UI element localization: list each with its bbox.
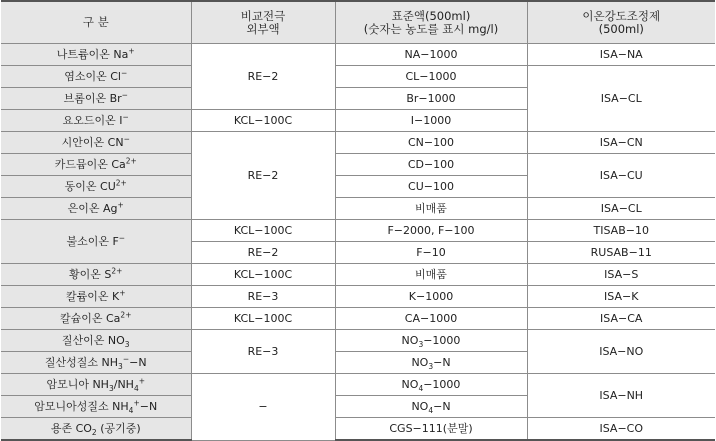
table-row: [1, 154, 715, 176]
table-row: [1, 330, 715, 352]
cell-text: CL−1000: [405, 70, 457, 83]
isa-cell: RUSAB−11: [527, 242, 715, 264]
ion-name-cell: [1, 220, 191, 264]
cell-text: /NH: [113, 378, 134, 391]
ion-name-cell: [1, 330, 191, 352]
standard-cell: [335, 308, 527, 330]
ion-name-cell: [1, 308, 191, 330]
table-row: [1, 264, 715, 286]
cell-text: NO: [411, 356, 429, 369]
ion-electrode-table: [1, 0, 715, 441]
table-row: [1, 198, 715, 220]
subscript: 4: [128, 406, 134, 416]
header-ionic-strength-adjuster: 이온강도조정제 (500ml): [527, 1, 715, 44]
superscript: 2+: [120, 310, 132, 320]
cell-text: 암모니아 NH: [46, 378, 109, 391]
isa-cell: ISA−NH: [527, 374, 715, 418]
header-standard-solution: 표준액(500ml) (숫자는 농도를 표시 mg/l): [335, 1, 527, 44]
isa-cell: ISA−CO: [527, 418, 715, 441]
subscript: 4: [133, 384, 139, 394]
cell-text: −N: [433, 356, 451, 369]
isa-cell: ISA−CL: [527, 198, 715, 220]
header-category: 구 분: [1, 1, 191, 44]
table-row: [1, 308, 715, 330]
ion-name-cell: [1, 176, 191, 198]
cell-text: 암모니아성질소 NH: [34, 400, 129, 413]
electrode-cell: −: [191, 374, 335, 441]
cell-text: 브롬이온 Br: [63, 92, 122, 105]
electrode-cell: KCL−100C: [191, 110, 335, 132]
standard-cell: [335, 44, 527, 66]
cell-text: 황이온 S: [69, 268, 112, 281]
cell-text: −N: [139, 400, 158, 413]
ion-name-cell: [1, 88, 191, 110]
electrode-cell: KCL−100C: [191, 308, 335, 330]
superscript: +: [119, 288, 126, 298]
standard-cell: [335, 88, 527, 110]
cell-text: NO: [401, 378, 419, 391]
table-row: [1, 132, 715, 154]
superscript: −: [118, 233, 126, 243]
cell-text: 은이온 Ag: [67, 202, 118, 215]
electrode-cell: RE−2: [191, 242, 335, 264]
header-row: [1, 1, 715, 44]
standard-cell: [335, 264, 527, 286]
cell-text: −N: [129, 356, 147, 369]
header-reference-electrode: 비교전극 외부액: [191, 1, 335, 44]
superscript: −: [123, 134, 130, 144]
ion-name-cell: [1, 264, 191, 286]
isa-cell: TISAB−10: [527, 220, 715, 242]
cell-text: (공기중): [96, 422, 141, 435]
cell-text: 시안이온 CN: [61, 136, 124, 149]
cell-text: 불소이온 F: [66, 235, 119, 248]
isa-cell: ISA−S: [527, 264, 715, 286]
superscript: +: [117, 200, 124, 210]
standard-cell: [335, 286, 527, 308]
standard-cell: [335, 154, 527, 176]
cell-text: 카드뮴이온 Ca: [54, 158, 126, 171]
subscript: 3: [418, 340, 424, 350]
superscript: +: [128, 46, 135, 56]
table-row: [1, 220, 715, 242]
cell-text: CA−1000: [404, 312, 458, 325]
cell-text: 염소이온 Cl: [64, 70, 121, 83]
isa-cell: ISA−CN: [527, 132, 715, 154]
standard-cell: [335, 176, 527, 198]
standard-cell: [335, 352, 527, 374]
table-row: [1, 286, 715, 308]
electrode-cell: RE−2: [191, 132, 335, 220]
cell-text: CN−100: [407, 136, 455, 149]
ion-name-cell: [1, 132, 191, 154]
superscript: 2+: [125, 156, 137, 166]
cell-text: CD−100: [407, 158, 455, 171]
cell-text: 비매품: [415, 202, 447, 215]
table-row: [1, 44, 715, 66]
cell-text: 나트륨이온 Na: [56, 48, 129, 61]
subscript: 3: [108, 384, 114, 394]
ion-name-cell: [1, 418, 191, 441]
standard-cell: [335, 198, 527, 220]
ion-name-cell: [1, 198, 191, 220]
cell-text: 동이온 CU: [64, 180, 116, 193]
subscript: 3: [124, 340, 130, 350]
subscript: 4: [418, 384, 424, 394]
electrode-cell: RE−2: [191, 44, 335, 110]
ion-name-cell: [1, 154, 191, 176]
cell-text: −1000: [423, 378, 461, 391]
cell-text: K−1000: [408, 290, 454, 303]
standard-cell: [335, 242, 527, 264]
isa-cell: ISA−NA: [527, 44, 715, 66]
cell-text: NO: [411, 400, 429, 413]
cell-text: 비매품: [415, 268, 447, 281]
cell-text: NO: [401, 334, 419, 347]
electrode-cell: KCL−100C: [191, 220, 335, 242]
table-row: [1, 418, 715, 441]
subscript: 3: [428, 362, 434, 372]
isa-cell: ISA−NO: [527, 330, 715, 374]
cell-text: F−2000, F−100: [387, 224, 475, 237]
cell-text: −N: [433, 400, 451, 413]
isa-cell: ISA−CL: [527, 66, 715, 132]
cell-text: NA−1000: [404, 48, 458, 61]
superscript: −: [121, 90, 128, 100]
cell-text: I−1000: [410, 114, 452, 127]
ion-name-cell: [1, 396, 191, 418]
standard-cell: [335, 396, 527, 418]
standard-cell: [335, 220, 527, 242]
cell-text: 칼슘이온 Ca: [60, 312, 121, 325]
superscript: −: [122, 112, 129, 122]
ion-name-cell: [1, 110, 191, 132]
superscript: −: [122, 354, 130, 364]
cell-text: −1000: [423, 334, 461, 347]
ion-name-cell: [1, 66, 191, 88]
standard-cell: [335, 66, 527, 88]
standard-cell: [335, 330, 527, 352]
superscript: +: [138, 376, 146, 386]
standard-cell: [335, 132, 527, 154]
cell-text: 용존 CO: [50, 422, 92, 435]
ion-name-cell: [1, 374, 191, 396]
ion-name-cell: [1, 352, 191, 374]
superscript: 2+: [111, 266, 123, 276]
table-row: [1, 374, 715, 396]
isa-cell: ISA−CU: [527, 154, 715, 198]
standard-cell: [335, 110, 527, 132]
subscript: 2: [91, 428, 97, 438]
standard-cell: [335, 418, 527, 441]
ion-name-cell: [1, 286, 191, 308]
cell-text: 질산성질소 NH: [44, 356, 119, 369]
superscript: +: [133, 398, 140, 408]
cell-text: CU−100: [408, 180, 454, 193]
standard-cell: [335, 374, 527, 396]
isa-cell: ISA−K: [527, 286, 715, 308]
subscript: 3: [118, 362, 123, 372]
subscript: 4: [428, 406, 434, 416]
electrode-cell: RE−3: [191, 286, 335, 308]
cell-text: F−10: [416, 246, 446, 259]
cell-text: 질산이온 NO: [61, 334, 125, 347]
superscript: −: [120, 68, 128, 78]
cell-text: 요오드이온 I: [62, 114, 123, 127]
cell-text: 칼륨이온 K: [65, 290, 120, 303]
table-row: [1, 66, 715, 88]
electrode-cell: KCL−100C: [191, 264, 335, 286]
ion-name-cell: [1, 44, 191, 66]
cell-text: Br−1000: [406, 92, 456, 105]
superscript: 2+: [115, 178, 127, 188]
electrode-cell: RE−3: [191, 330, 335, 374]
cell-text: CGS−111(분말): [389, 422, 473, 435]
isa-cell: ISA−CA: [527, 308, 715, 330]
